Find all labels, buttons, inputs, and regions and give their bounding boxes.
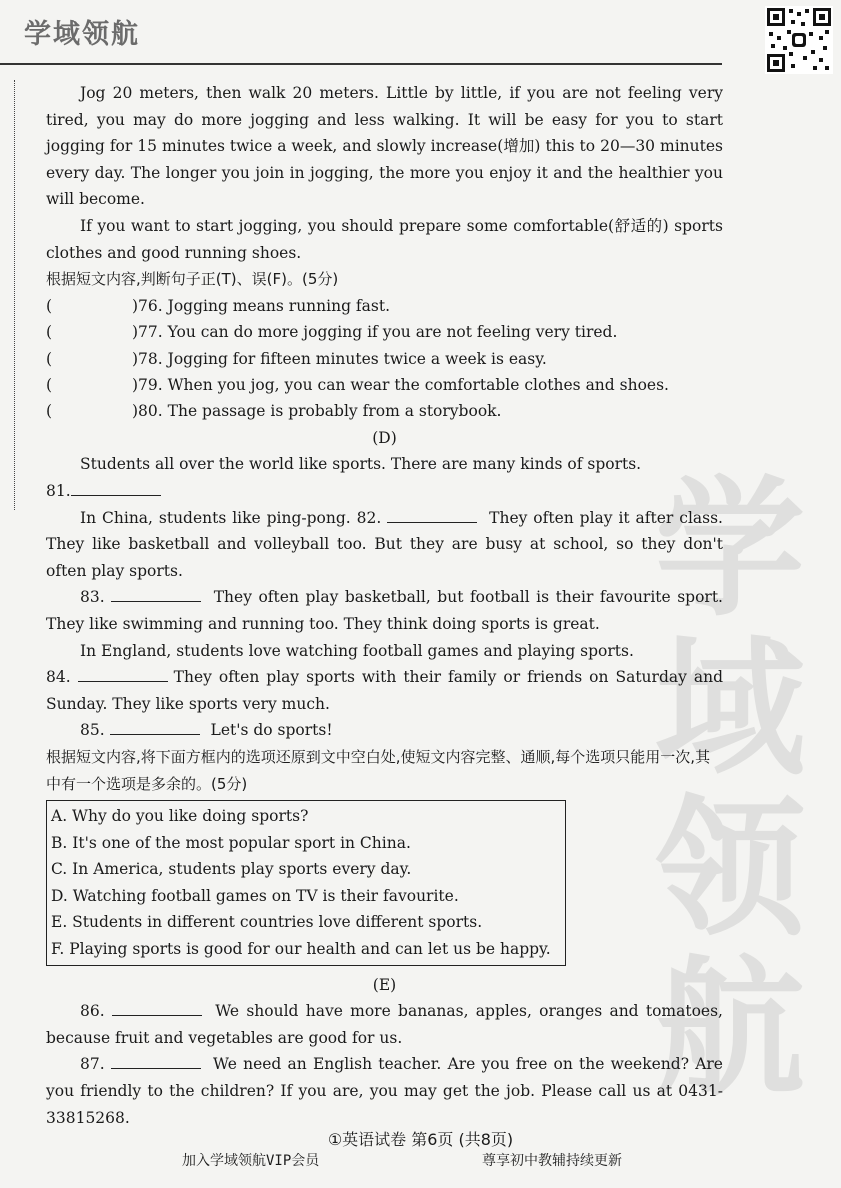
- passage-d-intro: Students all over the world like sports. There are many kinds of sports.: [80, 455, 642, 474]
- question-number: 85.: [80, 721, 105, 740]
- passage-d-paragraph-england: In England, students love watching football games and playing sports.: [80, 641, 634, 660]
- option-e: E. Students in different countries love different sports.: [51, 913, 483, 932]
- answer-blank-87[interactable]: [111, 1054, 201, 1069]
- answer-bracket[interactable]: (: [46, 375, 53, 394]
- passage-d-paragraph-84: 84. They often play sports with their family or friends on Saturday and Sunday. They like sports very much.: [46, 668, 723, 713]
- option-c: C. In America, students play sports every day.: [51, 860, 412, 879]
- tf-item-text: )76. Jogging means running fast.: [132, 296, 391, 315]
- tf-item-text: )79. When you jog, you can wear the comfortable clothes and shoes.: [132, 375, 669, 394]
- tf-item-80: [46, 398, 723, 424]
- question-number: 83.: [80, 588, 105, 607]
- passage-d-blank-81: [46, 478, 723, 505]
- question-number: 87.: [80, 1055, 105, 1074]
- tf-instruction: 根据短文内容,判断句子正(T)、误(F)。(5分): [46, 270, 339, 289]
- answer-bracket[interactable]: (: [46, 296, 53, 315]
- question-number: 81.: [46, 481, 71, 500]
- passage-d-paragraph-85: 85. Let's do sports!: [80, 721, 333, 740]
- question-number: 86.: [80, 1002, 105, 1021]
- section-d-title: (D): [372, 428, 397, 447]
- answer-blank-86[interactable]: [112, 1001, 202, 1016]
- option-d: D. Watching football games on TV is their favourite.: [51, 886, 459, 905]
- question-number: 84.: [46, 668, 71, 687]
- passage-d-paragraph-83: 83. They often play basketball, but football is their favourite sport. They like swimming and running too. They think doing sports is great.: [46, 588, 723, 633]
- answer-bracket[interactable]: (: [46, 402, 53, 421]
- footer-left-note: 加入学域领航VIP会员: [182, 1153, 320, 1169]
- option-a: A. Why do you like doing sports?: [51, 807, 309, 826]
- qr-code-icon: [765, 6, 833, 74]
- tf-item-text: )80. The passage is probably from a storybook.: [132, 402, 502, 421]
- tf-item-77: [46, 319, 723, 345]
- passage-c-paragraph-2: If you want to start jogging, you should prepare some comfortable(舒适的) sports clothes and good running shoes.: [46, 216, 723, 262]
- page-content: [46, 80, 723, 1131]
- binding-margin-line: [14, 80, 17, 510]
- option-f: F. Playing sports is good for our health and can let us be happy.: [51, 940, 551, 959]
- passage-e-paragraph-86: 86. We should have more bananas, apples, oranges and tomatoes, because fruit and vegetables are good for us.: [46, 1002, 723, 1047]
- answer-blank-82[interactable]: [387, 508, 477, 523]
- passage-e-paragraph-87: 87. We need an English teacher. Are you free on the weekend? Are you friendly to the children? If you are, you may get the job. Please call us at 0431-33815268.: [46, 1055, 723, 1127]
- section-e-title: (E): [372, 975, 397, 994]
- answer-bracket[interactable]: (: [46, 349, 53, 368]
- tf-item-text: )78. Jogging for fifteen minutes twice a week is easy.: [132, 349, 547, 368]
- answer-blank-85[interactable]: [110, 720, 200, 735]
- footer-right-note: 尊享初中教辅持续更新: [482, 1153, 622, 1169]
- tf-item-79: [46, 372, 723, 398]
- header-divider: [0, 63, 722, 65]
- question-number: 82.: [356, 508, 382, 527]
- passage-d-paragraph-china: In China, students like ping-pong. 82. They often play it after class. They like basketball and volleyball too. But they are busy at school, so they don't often play sports.: [46, 508, 723, 580]
- answer-blank-83[interactable]: [111, 587, 201, 602]
- header-logo: 学域领航: [24, 19, 140, 50]
- answer-blank-81[interactable]: [71, 481, 161, 496]
- answer-bracket[interactable]: (: [46, 323, 53, 342]
- passage-c-paragraph-1: Jog 20 meters, then walk 20 meters. Little by little, if you are not feeling very tired, you may do more jogging and less walking. It will be easy for you to start jogging for 15 minutes twice a week, and slowly increase(增加) this to 20—30 minutes every day. The longer you join in jogging, the more you enjoy it and the healthier you will become.: [46, 84, 723, 209]
- answer-blank-84[interactable]: [78, 667, 168, 682]
- options-box: [46, 800, 566, 966]
- fill-instruction: 根据短文内容,将下面方框内的选项还原到文中空白处,使短文内容完整、通顺,每个选项只能用一次,其中有一个选项是多余的。(5分): [46, 747, 711, 793]
- watermark: 学域领航: [654, 463, 805, 1117]
- tf-item-text: )77. You can do more jogging if you are not feeling very tired.: [132, 323, 618, 342]
- page-footer-label: ①英语试卷 第6页 (共8页): [327, 1130, 514, 1149]
- tf-item-78: [46, 346, 723, 372]
- tf-item-76: [46, 293, 723, 319]
- option-b: B. It's one of the most popular sport in China.: [51, 833, 411, 852]
